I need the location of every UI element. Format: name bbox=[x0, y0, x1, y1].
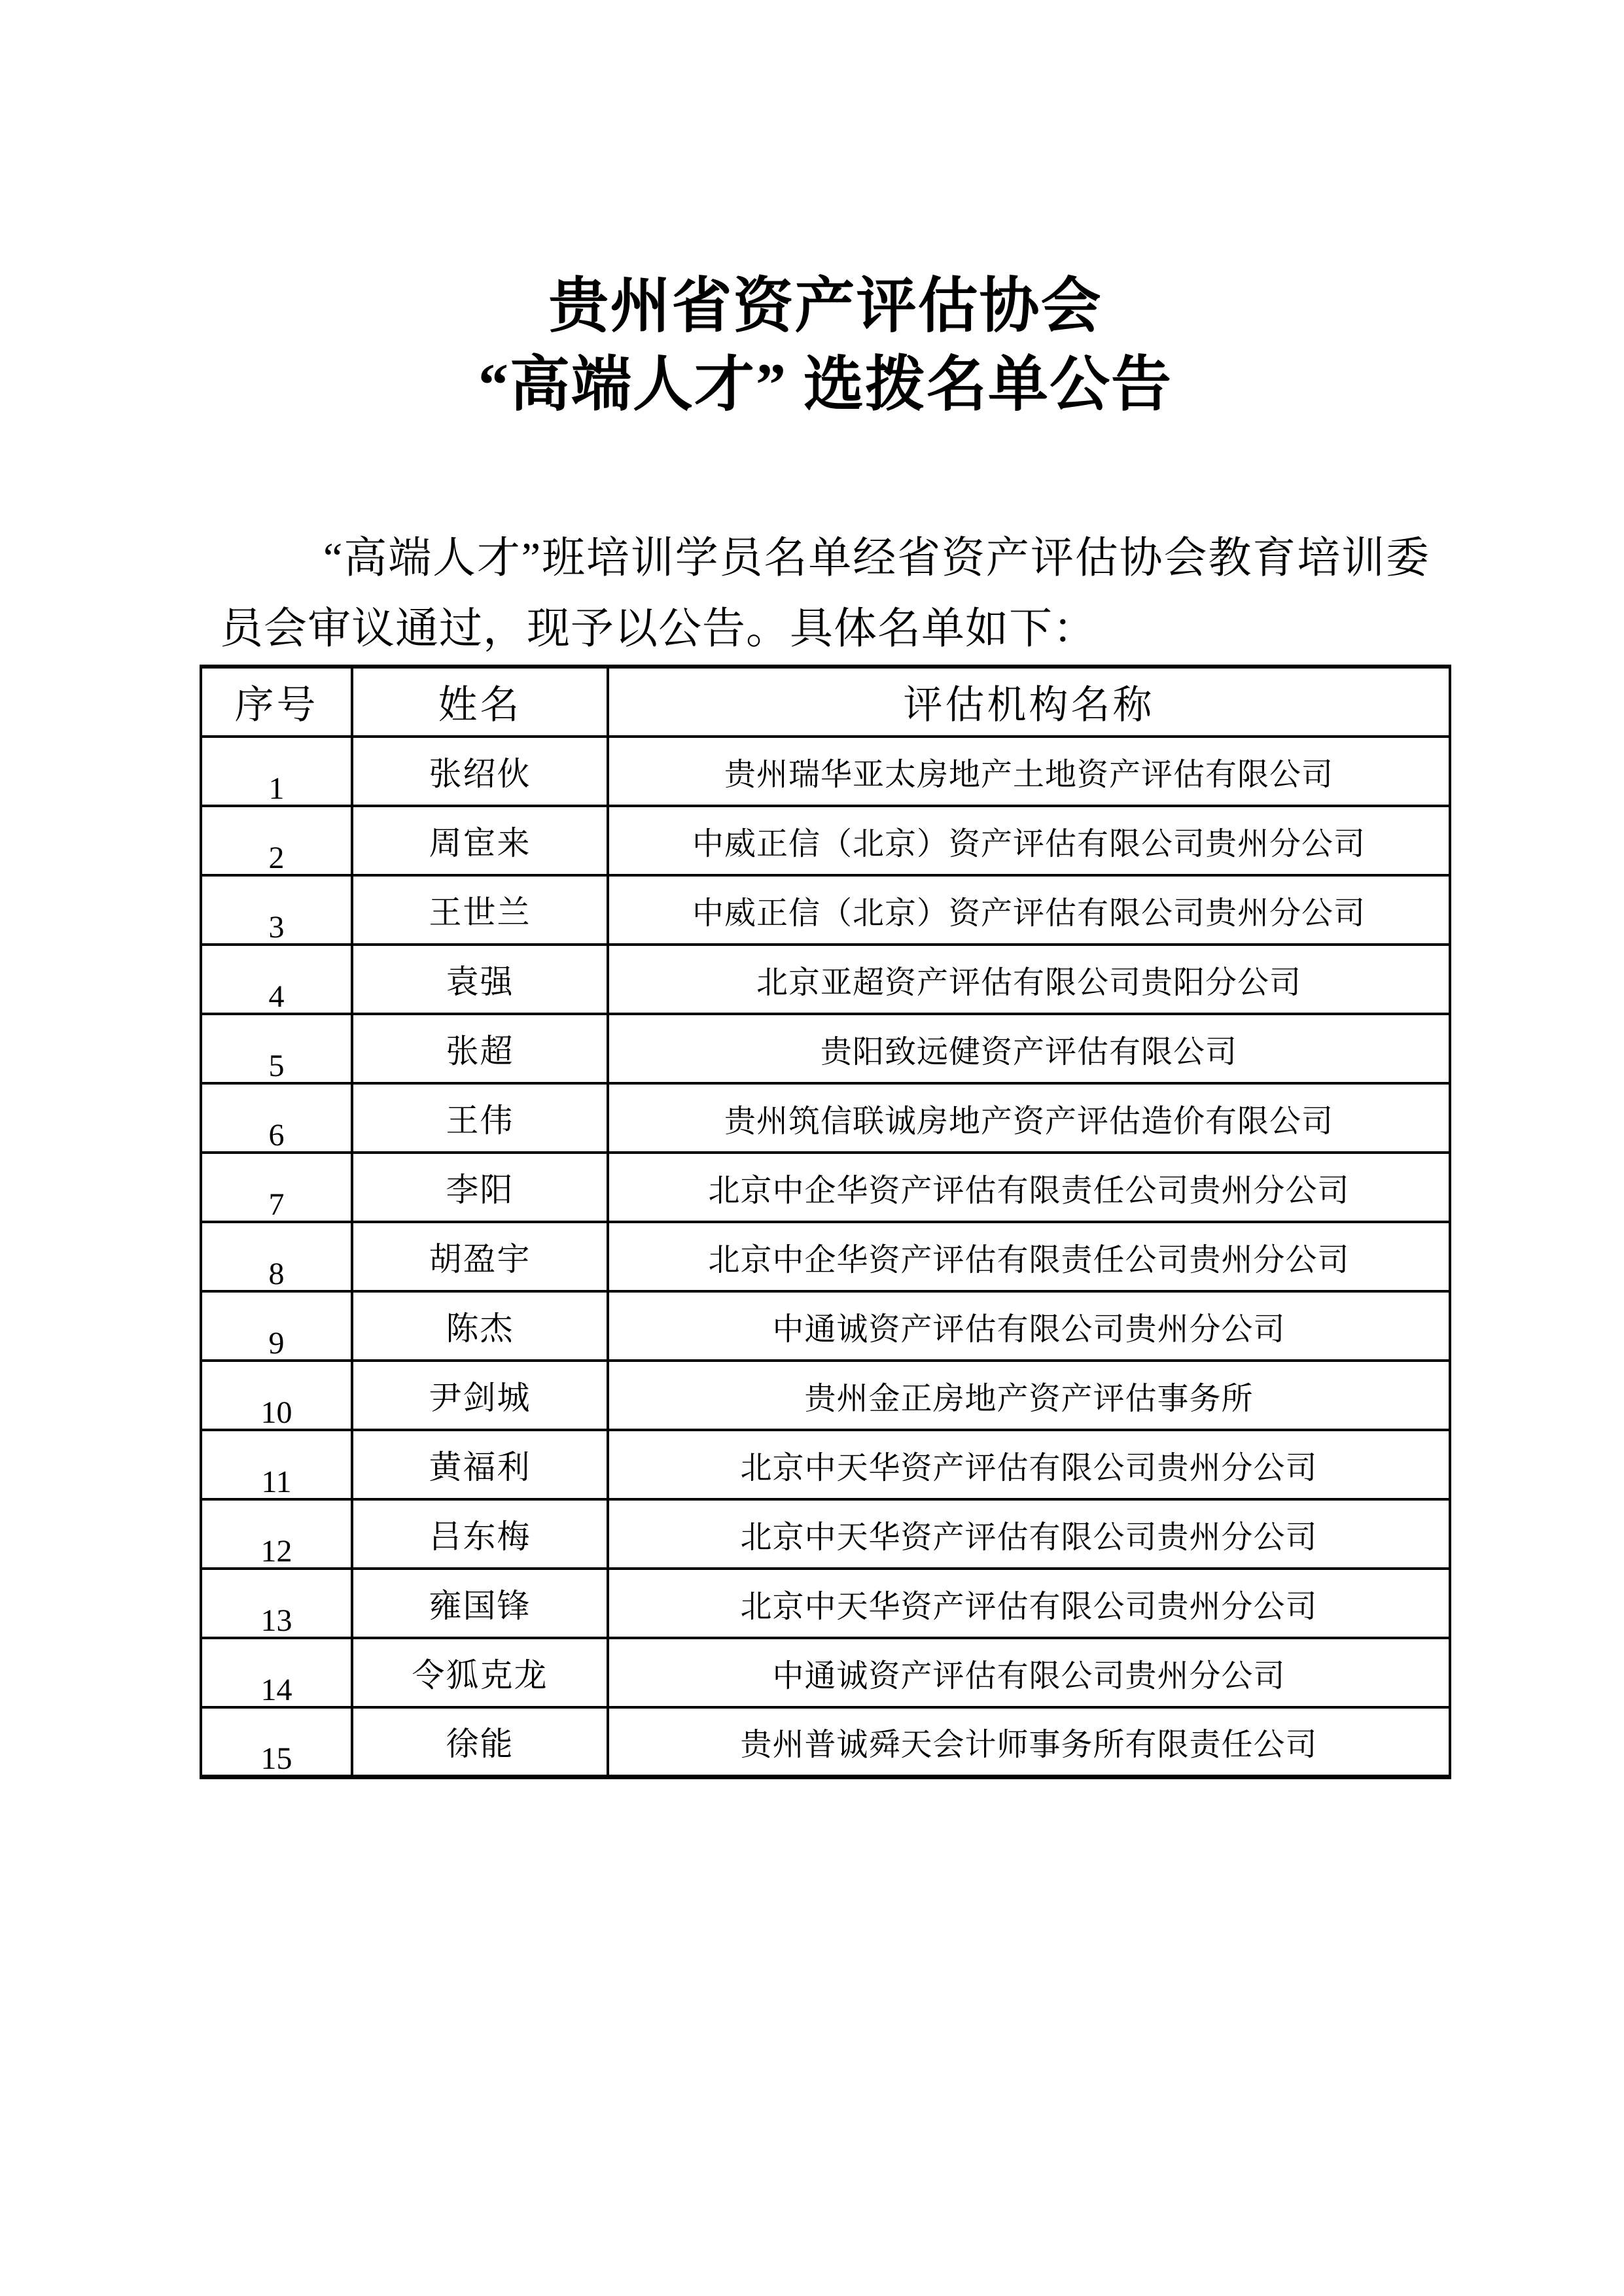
header-row bbox=[201, 667, 1450, 737]
table-row bbox=[201, 1153, 1450, 1222]
cell-index: 9 bbox=[201, 1291, 352, 1361]
table-row bbox=[201, 1430, 1450, 1499]
cell-index: 8 bbox=[201, 1222, 352, 1291]
cell-org: 贵州金正房地产资产评估事务所 bbox=[608, 1361, 1450, 1430]
column-header-org: 评估机构名称 bbox=[608, 667, 1450, 737]
talent-table-body bbox=[201, 737, 1450, 1777]
cell-org: 中通诚资产评估有限公司贵州分公司 bbox=[608, 1291, 1450, 1361]
table-row bbox=[201, 1083, 1450, 1153]
table-row bbox=[201, 806, 1450, 875]
cell-org: 北京中天华资产评估有限公司贵州分公司 bbox=[608, 1499, 1450, 1569]
table-row bbox=[201, 1222, 1450, 1291]
cell-index: 3 bbox=[201, 875, 352, 945]
cell-org: 贵州普诚舜天会计师事务所有限责任公司 bbox=[608, 1707, 1450, 1777]
cell-org: 贵州瑞华亚太房地产土地资产评估有限公司 bbox=[608, 737, 1450, 806]
cell-name: 令狐克龙 bbox=[352, 1638, 608, 1707]
table-row bbox=[201, 1638, 1450, 1707]
cell-name: 陈杰 bbox=[352, 1291, 608, 1361]
cell-org: 北京中企华资产评估有限责任公司贵州分公司 bbox=[608, 1222, 1450, 1291]
table-row bbox=[201, 1569, 1450, 1638]
cell-org: 北京中天华资产评估有限公司贵州分公司 bbox=[608, 1569, 1450, 1638]
column-header-name: 姓名 bbox=[352, 667, 608, 737]
cell-index: 5 bbox=[201, 1014, 352, 1083]
column-header-index: 序号 bbox=[201, 667, 352, 737]
cell-index: 14 bbox=[201, 1638, 352, 1707]
intro-paragraph: “高端人才”班培训学员名单经省资产评估协会教育培训委员会审议通过，现予以公告。具体名单如下： bbox=[220, 534, 1430, 653]
title-line-2: “高端人才” 选拨名单公告 bbox=[478, 351, 1173, 418]
cell-name: 徐能 bbox=[352, 1707, 608, 1777]
cell-org: 北京中天华资产评估有限公司贵州分公司 bbox=[608, 1430, 1450, 1499]
table-row bbox=[201, 875, 1450, 945]
cell-name: 张超 bbox=[352, 1014, 608, 1083]
cell-org: 中威正信（北京）资产评估有限公司贵州分公司 bbox=[608, 875, 1450, 945]
cell-name: 黄福利 bbox=[352, 1430, 608, 1499]
cell-name: 雍国锋 bbox=[352, 1569, 608, 1638]
cell-index: 15 bbox=[201, 1707, 352, 1777]
cell-index: 2 bbox=[201, 806, 352, 875]
cell-index: 6 bbox=[201, 1083, 352, 1153]
talent-table-header bbox=[201, 667, 1450, 737]
cell-org: 中威正信（北京）资产评估有限公司贵州分公司 bbox=[608, 806, 1450, 875]
cell-name: 胡盈宇 bbox=[352, 1222, 608, 1291]
cell-name: 王伟 bbox=[352, 1083, 608, 1153]
cell-org: 贵州筑信联诚房地产资产评估造价有限公司 bbox=[608, 1083, 1450, 1153]
cell-org: 北京中企华资产评估有限责任公司贵州分公司 bbox=[608, 1153, 1450, 1222]
cell-index: 1 bbox=[201, 737, 352, 806]
cell-name: 吕东梅 bbox=[352, 1499, 608, 1569]
cell-index: 11 bbox=[201, 1430, 352, 1499]
document-title bbox=[200, 0, 1451, 424]
cell-name: 尹剑城 bbox=[352, 1361, 608, 1430]
talent-table bbox=[200, 665, 1451, 1779]
table-row bbox=[201, 737, 1450, 806]
cell-name: 王世兰 bbox=[352, 875, 608, 945]
cell-name: 张绍伙 bbox=[352, 737, 608, 806]
cell-index: 13 bbox=[201, 1569, 352, 1638]
cell-org: 北京亚超资产评估有限公司贵阳分公司 bbox=[608, 945, 1450, 1014]
cell-org: 中通诚资产评估有限公司贵州分公司 bbox=[608, 1638, 1450, 1707]
cell-index: 10 bbox=[201, 1361, 352, 1430]
cell-index: 7 bbox=[201, 1153, 352, 1222]
table-row bbox=[201, 1014, 1450, 1083]
cell-index: 12 bbox=[201, 1499, 352, 1569]
table-row bbox=[201, 1361, 1450, 1430]
cell-name: 李阳 bbox=[352, 1153, 608, 1222]
table-row bbox=[201, 1707, 1450, 1777]
title-line-1: 贵州省资产评估协会 bbox=[548, 273, 1103, 339]
table-row bbox=[201, 1291, 1450, 1361]
cell-name: 袁强 bbox=[352, 945, 608, 1014]
cell-name: 周宦来 bbox=[352, 806, 608, 875]
table-row bbox=[201, 1499, 1450, 1569]
cell-index: 4 bbox=[201, 945, 352, 1014]
cell-org: 贵阳致远健资产评估有限公司 bbox=[608, 1014, 1450, 1083]
table-row bbox=[201, 945, 1450, 1014]
